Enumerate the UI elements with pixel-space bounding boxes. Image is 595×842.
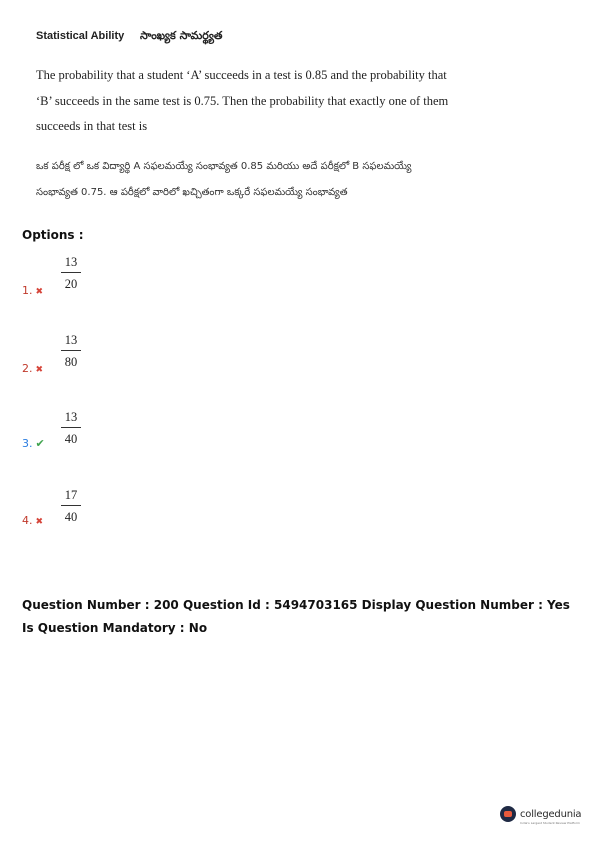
option-1-number: 1. xyxy=(22,284,33,297)
option-3-numerator: 13 xyxy=(64,410,78,424)
check-icon: ✔ xyxy=(35,437,45,450)
section-title-telugu: సాంఖ్యక సామర్థ్యత xyxy=(140,29,223,42)
question-telugu-line-1: ఒక పరీక్ష లో ఒక విద్యార్థి A సఫలమయ్యే సంభావ్యత 0.85 మరియు అదే పరీక్షలో B సఫలమయ్యే xyxy=(36,161,412,172)
option-2-denominator: 80 xyxy=(64,355,78,369)
options-heading: Options : xyxy=(22,228,84,242)
brand-logo xyxy=(500,802,581,825)
option-4[interactable] xyxy=(22,514,43,527)
option-2-number: 2. xyxy=(22,362,33,375)
option-2[interactable] xyxy=(22,362,43,375)
option-4-denominator: 40 xyxy=(64,510,78,524)
option-2-numerator: 13 xyxy=(64,333,78,347)
cross-icon: ✖ xyxy=(35,287,44,297)
option-2-fraction xyxy=(60,332,82,370)
option-1[interactable] xyxy=(22,284,43,297)
logo-icon xyxy=(500,806,516,822)
fraction-bar xyxy=(61,427,81,428)
question-line-2: ‘B’ succeeds in the same test is 0.75. Then the probability that exactly one of them xyxy=(36,94,449,108)
option-3[interactable] xyxy=(22,437,45,450)
cross-icon: ✖ xyxy=(35,365,44,375)
option-4-fraction xyxy=(60,487,82,525)
option-1-fraction xyxy=(60,254,82,292)
brand-name: collegedunia xyxy=(520,809,582,820)
cross-icon: ✖ xyxy=(35,517,44,527)
fraction-bar xyxy=(61,505,81,506)
option-1-denominator: 20 xyxy=(64,277,78,291)
option-4-numerator: 17 xyxy=(64,488,78,502)
option-3-number: 3. xyxy=(22,437,33,450)
question-line-1: The probability that a student ‘A’ succeeds in a test is 0.85 and the probability that xyxy=(36,68,447,82)
question-metadata: Question Number : 200 Question Id : 5494703165 Display Question Number : Yes Is Question Mandatory : No xyxy=(22,598,570,635)
option-3-fraction xyxy=(60,409,82,447)
fraction-bar xyxy=(61,350,81,351)
question-telugu-line-2: సంభావ్యత 0.75. ఆ పరీక్షలో వారిలో ఖచ్చితంగా ఒక్కరే సఫలమయ్యే సంభావ్యత xyxy=(36,187,348,198)
question-line-3: succeeds in that test is xyxy=(36,119,148,133)
brand-tagline: India's Largest Student Review Platform xyxy=(520,821,580,825)
option-3-denominator: 40 xyxy=(64,432,78,446)
section-title-english: Statistical Ability xyxy=(36,30,125,42)
option-4-number: 4. xyxy=(22,514,33,527)
fraction-bar xyxy=(61,272,81,273)
option-1-numerator: 13 xyxy=(64,255,78,269)
